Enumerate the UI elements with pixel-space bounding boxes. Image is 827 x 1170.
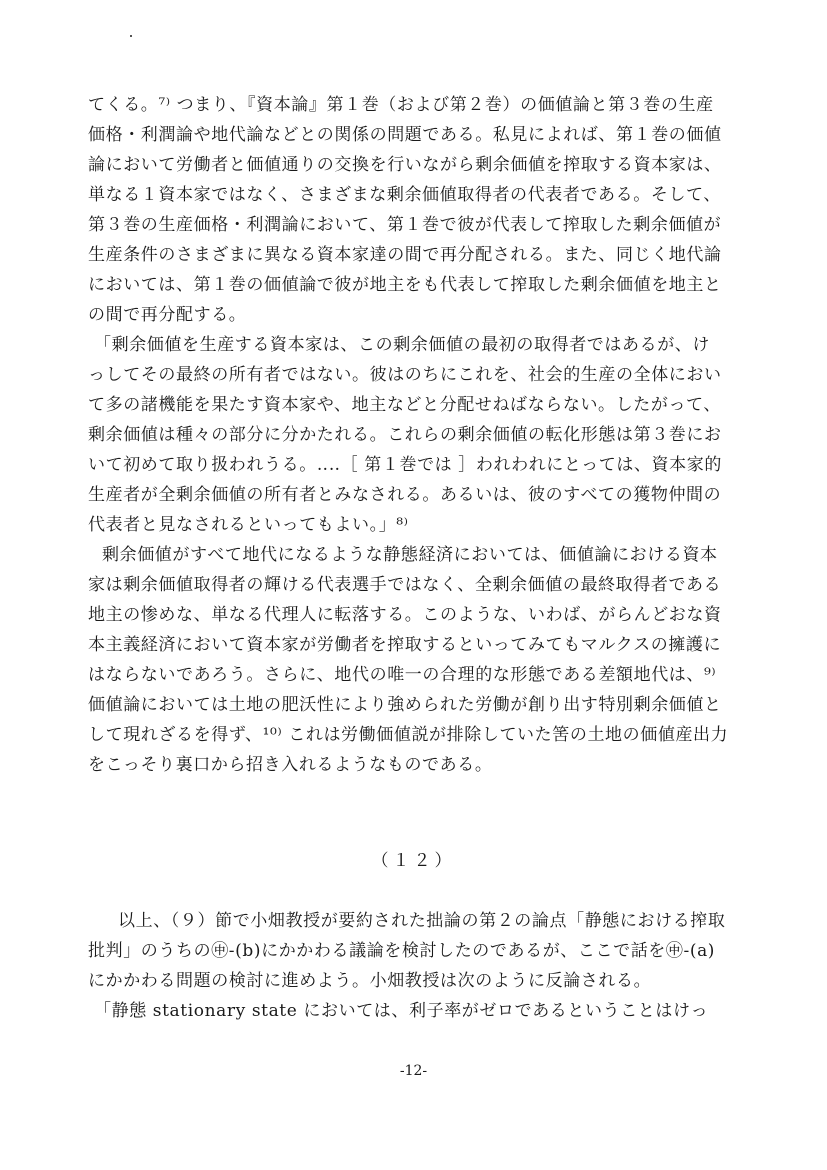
text-line: をこっそり裏口から招き入れるようなものである。 xyxy=(88,755,493,775)
text-line: 代表者と見なされるといってもよい。」⁸⁾ xyxy=(88,515,409,535)
text-line: 価値論においては土地の肥沃性により強められた労働が創り出す特別剰余価値と xyxy=(88,695,722,715)
text-line: 剰余価値は種々の部分に分かたれる。これらの剰余価値の転化形態は第３巻にお xyxy=(88,425,722,445)
text-line: 「静態 stationary state においては、利子率がゼロであるということはけっ xyxy=(94,1001,709,1021)
text-line: いて初めて取り扱われうる。‥‥［ 第１巻では ］われわれにとっては、資本家的 xyxy=(88,455,722,475)
text-line: 家は剰余価値取得者の輝ける代表選手ではなく、全剰余価値の最終取得者である xyxy=(88,575,722,595)
text-line: 以上、（９）節で小畑教授が要約された拙論の第２の論点「静態における搾取 xyxy=(118,911,726,931)
text-line: てくる。⁷⁾ つまり、『資本論』第１巻（および第２巻）の価値論と第３巻の生産 xyxy=(88,95,714,115)
text-line: 単なる１資本家ではなく、さまざまな剰余価値取得者の代表者である。そして、 xyxy=(88,185,721,205)
text-line: 価格・利潤論や地代論などとの関係の問題である。私見によれば、第１巻の価値 xyxy=(88,125,722,145)
text-line: 地主の惨めな、単なる代理人に転落する。このような、いわば、がらんどおな資 xyxy=(88,605,722,625)
text-line: 批判」のうちの㊥-(b)にかかわる議論を検討したのであるが、ここで話を㊥-(a) xyxy=(88,941,716,961)
body-text-bottom xyxy=(88,906,768,1026)
text-line: て多の諸機能を果たす資本家や、地主などと分配せねばならない。したがって、 xyxy=(88,395,721,415)
page-number: -12- xyxy=(399,1063,428,1079)
text-line: 「剰余価値を生産する資本家は、この剰余価値の最初の取得者ではあるが、け xyxy=(94,335,710,355)
text-line: 剰余価値がすべて地代になるような静態経済においては、価値論における資本 xyxy=(102,545,718,565)
text-line: 本主義経済において資本家が労働者を搾取するといってみてもマルクスの擁護に xyxy=(88,635,722,655)
text-line: にかかわる問題の検討に進めよう。小畑教授は次のように反論される。 xyxy=(88,971,652,991)
text-line: 生産条件のさまざまに異なる資本家達の間で再分配される。また、同じく地代論 xyxy=(88,245,722,265)
text-line: 第３巻の生産価格・利潤論において、第１巻で彼が代表して搾取した剰余価値が xyxy=(88,215,722,235)
text-line: 論において労働者と価値通りの交換を行いながら剰余価値を搾取する資本家は、 xyxy=(88,155,722,175)
scan-speck xyxy=(130,35,132,37)
text-line: っしてその最終の所有者ではない。彼はのちにこれを、社会的生産の全体におい xyxy=(88,365,722,385)
text-line: はならないであろう。さらに、地代の唯一の合理的な形態である差額地代は、⁹⁾ xyxy=(88,665,717,685)
text-line: して現れざるを得ず、¹⁰⁾ これは労働価値説が排除していた筈の土地の価値産出力 xyxy=(88,725,729,745)
section-heading: （１２） xyxy=(371,851,456,871)
text-line: においては、第１巻の価値論で彼が地主をも代表して搾取した剰余価値を地主と xyxy=(88,275,722,295)
body-text-top xyxy=(88,90,768,780)
text-line: 生産者が全剰余価値の所有者とみなされる。あるいは、彼のすべての獲物仲間の xyxy=(88,485,722,505)
text-line: の間で再分配する。 xyxy=(88,305,247,325)
